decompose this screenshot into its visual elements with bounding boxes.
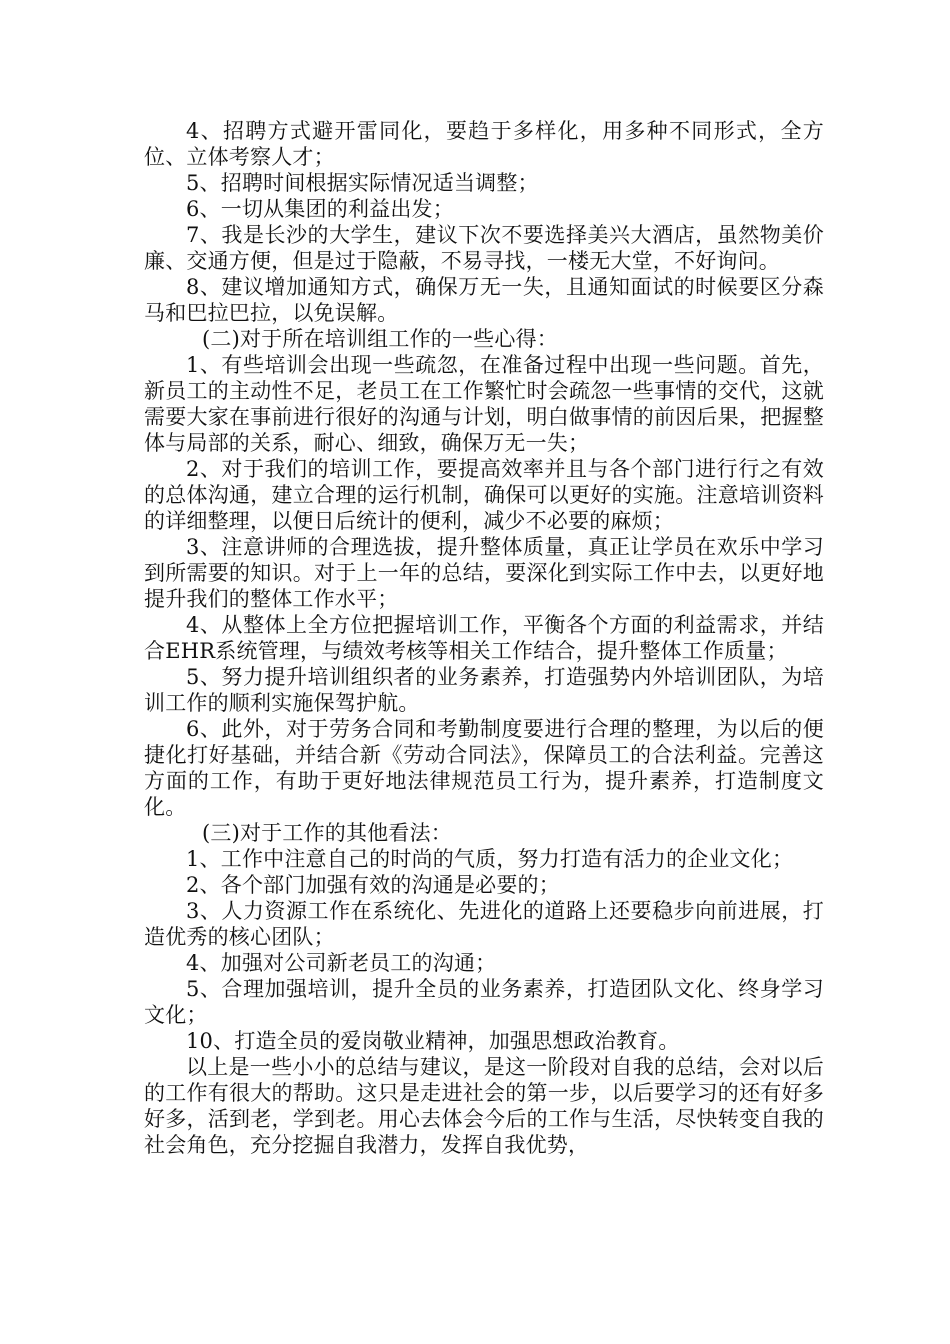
paragraph-recruit-4: 4、招聘方式避开雷同化，要趋于多样化，用多种不同形式，全方位、立体考察人才； (144, 119, 824, 169)
paragraph-training-1: 1、有些培训会出现一些疏忽，在准备过程中出现一些问题。首先，新员工的主动性不足，老员工在工作繁忙时会疏忽一些事情的交代，这就需要大家在事前进行很好的沟通与计划，明白做事情的前因后果，把握整体与局部的关系，耐心、细致，确保万无一失； (144, 353, 824, 455)
paragraph-training-4: 4、从整体上全方位把握培训工作，平衡各个方面的利益需求，并结合EHR系统管理，与绩效考核等相关工作结合，提升整体工作质量； (144, 613, 824, 663)
paragraph-other-4: 4、加强对公司新老员工的沟通； (186, 951, 497, 975)
paragraph-other-1: 1、工作中注意自己的时尚的气质，努力打造有活力的企业文化； (186, 847, 794, 871)
paragraph-training-6: 6、此外，对于劳务合同和考勤制度要进行合理的整理，为以后的便捷化打好基础，并结合新《劳动合同法》，保障员工的合法利益。完善这方面的工作，有助于更好地法律规范员工行为，提升素养，打造制度文化。 (144, 717, 824, 819)
paragraph-other-10: 10、打造全员的爱岗敬业精神，加强思想政治教育。 (186, 1029, 680, 1053)
paragraph-training-2: 2、对于我们的培训工作，要提高效率并且与各个部门进行行之有效的总体沟通，建立合理的运行机制，确保可以更好的实施。注意培训资料的详细整理，以便日后统计的便利，减少不必要的麻烦； (144, 457, 824, 533)
paragraph-recruit-8: 8、建议增加通知方式，确保万无一失，且通知面试的时候要区分森马和巴拉巴拉，以免误解。 (144, 275, 824, 325)
document-body (144, 118, 824, 1158)
paragraph-recruit-7: 7、我是长沙的大学生，建议下次不要选择美兴大酒店，虽然物美价廉、交通方便，但是过于隐蔽，不易寻找，一楼无大堂，不好询问。 (144, 223, 824, 273)
paragraph-recruit-6: 6、一切从集团的利益出发； (186, 197, 454, 221)
section-heading-other-views: (三)对于工作的其他看法： (202, 821, 452, 845)
paragraph-training-3: 3、注意讲师的合理选拔，提升整体质量，真正让学员在欢乐中学习到所需要的知识。对于上一年的总结，要深化到实际工作中去，以更好地提升我们的整体工作水平； (144, 535, 824, 611)
paragraph-other-2: 2、各个部门加强有效的沟通是必要的； (186, 873, 560, 897)
paragraph-other-5: 5、合理加强培训，提升全员的业务素养，打造团队文化、终身学习文化； (144, 977, 824, 1027)
section-heading-training: (二)对于所在培训组工作的一些心得： (202, 327, 558, 351)
paragraph-recruit-5: 5、招聘时间根据实际情况适当调整； (186, 171, 539, 195)
paragraph-other-3: 3、人力资源工作在系统化、先进化的道路上还要稳步向前进展，打造优秀的核心团队； (144, 899, 824, 949)
paragraph-conclusion: 以上是一些小小的总结与建议，是这一阶段对自我的总结，会对以后的工作有很大的帮助。这只是走进社会的第一步，以后要学习的还有好多好多，活到老，学到老。用心去体会今后的工作与生活，尽快转变自我的社会角色，充分挖掘自我潜力，发挥自我优势， (144, 1055, 824, 1157)
paragraph-training-5: 5、努力提升培训组织者的业务素养，打造强势内外培训团队，为培训工作的顺利实施保驾护航。 (144, 665, 824, 715)
